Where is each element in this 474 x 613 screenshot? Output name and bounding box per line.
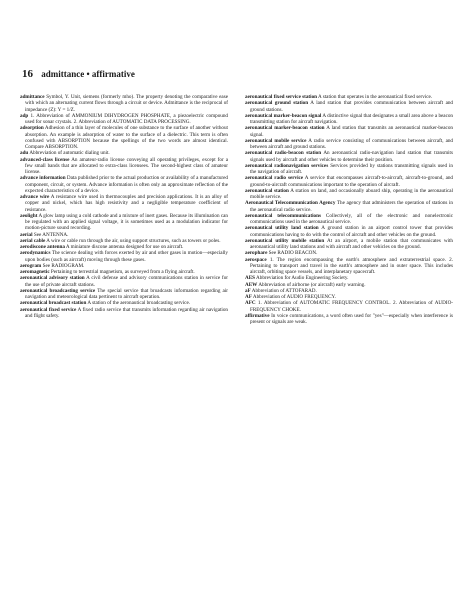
entry-definition: A land station that transmits an aeronautical marker-beacon signal. <box>250 125 453 138</box>
dictionary-entry <box>245 300 453 313</box>
entry-term: aeronautical station <box>245 187 289 194</box>
dictionary-entry <box>20 94 228 113</box>
entry-term: AFC <box>245 300 256 307</box>
entry-definition: A civil defense and advisory communications station in service for the use of private aircraft stations. <box>25 275 228 288</box>
entry-definition: A service that encompasses aircraft-to-aircraft, aircraft-to-ground, and ground-to-aircraft communications important to the operation of aircraft. <box>250 175 453 188</box>
dictionary-entry <box>245 213 453 226</box>
entry-definition: A ground station in an airport control tower that provides communications having to do with the control of aircraft and other vehicles on the ground. <box>250 225 453 238</box>
entry-definition: A miniature discone antenna designed for use on aircraft. <box>65 244 184 250</box>
entry-term: aerodynamics <box>20 250 51 257</box>
entry-term: aerial cable <box>20 237 46 244</box>
entry-definition: Collectively, all of the electronic and nonelectronic communications used in the aeronautical service. <box>250 212 453 225</box>
entry-definition: 1. The region encompassing the earth's atmosphere and extraterrestrial space. 2. Pertaining to transport and travel in the earth's atmosphere and in outer space. This includes aircraft, orbiting space vessels, and interplanetary spacecraft. <box>250 256 453 275</box>
entry-definition: A station on land, and occasionally aboard ship, operating in the aeronautical mobile service. <box>250 187 453 200</box>
entry-term: aerospace <box>245 256 267 263</box>
entry-definition: A fixed radio service that transmits information regarding air navigation and flight safety. <box>25 306 228 319</box>
dictionary-entry <box>245 113 453 126</box>
entry-term: AES <box>245 275 256 282</box>
guide-words: admittance • affirmative <box>41 69 135 79</box>
dictionary-entry <box>20 113 228 126</box>
entry-definition: Services provided by stations transmitting signals used in the navigation of aircraft. <box>250 162 453 175</box>
dictionary-entry <box>20 175 228 194</box>
entry-term: aF <box>245 287 251 294</box>
dictionary-entry <box>245 100 453 113</box>
entry-definition: 1. Abbreviation of AUTOMATIC FREQUENCY CONTROL. 2. Abbreviation of AUDIO-FREQUENCY CHOKE. <box>250 300 453 313</box>
entry-definition: Data published prior to the actual production or availability of a manufactured component, circuit, or system. Advance information is often only an approximate reflection of the expected characteristics of a device. <box>25 175 228 194</box>
entry-definition: A station of the aeronautical broadcasting service. <box>87 300 191 307</box>
entry-term: aeronautical utility land station <box>245 225 319 232</box>
entry-term: advance information <box>20 175 66 182</box>
entry-term: advanced-class license <box>20 156 70 163</box>
dictionary-entry <box>20 275 228 288</box>
entry-term: adu <box>20 150 29 157</box>
page-number: 16 <box>22 68 33 80</box>
entry-definition: A radio service consisting of communications between aircraft, and between aircraft and ground stations. <box>250 137 453 150</box>
dictionary-entry <box>20 250 228 263</box>
entry-term: admittance <box>20 94 45 100</box>
entry-definition: An aeronautical radio-navigation land station that transmits signals used by aircraft and other vehicles to determine their position. <box>250 150 453 163</box>
dictionary-entry <box>245 313 453 326</box>
entry-definition: The science dealing with forces exerted by air and other gases in motion—especially upon bodies (such as aircraft) moving through these gases. <box>25 250 228 263</box>
page-header <box>22 67 452 81</box>
dictionary-entry <box>20 307 228 320</box>
entry-definition: The special service that broadcasts information regarding air navigation and meteorological data pertinent to aircraft operation. <box>25 287 228 300</box>
entry-term: AEW <box>245 281 258 288</box>
entry-definition: In voice communications, a word often used for "yes"—especially when interference is present or signals are weak. <box>250 312 453 325</box>
entry-definition: A distinctive signal that designates a small area above a beacon transmitting station for aircraft navigation. <box>250 112 453 125</box>
entry-definition: See RADIOGRAM. <box>42 262 85 269</box>
right-column <box>245 94 453 604</box>
dictionary-entry <box>245 175 453 188</box>
entry-definition: Symbol, Y. Unit, siemens (formerly mho). The property denoting the comparative ease with which an alternating current flows through a circuit or device. Admittance is the reciprocal of impedance (Z): Y = 1/Z. <box>25 94 228 113</box>
entry-definition: Adhesion of a thin layer of molecules of one substance to the surface of another without absorption. An example is adsorption of water to the surface of a dielectric. This term is often confused with ABSORPTION because the spellings of the two words are almost identical. Compare ABSORPTION. <box>25 125 228 150</box>
entry-definition: A resistance wire used in thermocouples and precision applications. It is an alloy of copper and nickel, which has high resistivity and a negligible temperature coefficient of resistance. <box>25 194 228 213</box>
entry-definition: A wire or cable run through the air, using support structures, such as towers or poles. <box>46 237 221 244</box>
dictionary-entry <box>20 157 228 176</box>
entry-term: aerodiscone antenna <box>20 244 65 250</box>
dictionary-entry <box>245 138 453 151</box>
dictionary-entry <box>20 194 228 213</box>
entry-definition: An amateur-radio license conveying all operating privileges, except for a few small bands that are allocated to extra-class licensees. The second-highest class of amateur license. <box>25 156 228 175</box>
dictionary-entry <box>245 163 453 176</box>
entry-definition: At an airport, a mobile station that communicates with aeronautical utility land stations and with aircraft and other vehicles on the ground. <box>250 237 453 250</box>
entry-definition: Abbreviation of airborne (or aircraft) early warning. <box>258 281 366 288</box>
entry-term: aeronautical broadcast station <box>20 300 87 307</box>
entry-term: aeronautical telecommunications <box>245 212 321 219</box>
entry-term: aerogram <box>20 262 42 269</box>
entry-definition: See ANTENNA. <box>33 231 69 238</box>
entry-term: aeronautical radionavigation services <box>245 162 329 169</box>
entry-term: aeronautical ground station <box>245 100 309 107</box>
entry-definition: The agency that administers the operation of stations in the aeronautical radio service. <box>250 200 453 213</box>
entry-term: aeronautical marker-beacon station <box>245 125 325 132</box>
dictionary-entry <box>20 288 228 301</box>
entry-term: adp <box>20 112 29 119</box>
entry-definition: Abbreviation of automatic dialing unit. <box>29 150 110 157</box>
entry-term: aeronautical advisory station <box>20 275 85 282</box>
entry-definition: Abbreviation of ATTOFARAD. <box>251 287 317 294</box>
dictionary-entry <box>20 125 228 150</box>
entry-term: aeronautical broadcasting service <box>20 287 96 294</box>
entry-term: aeronautical fixed service <box>20 306 77 313</box>
dictionary-entry <box>245 125 453 138</box>
entry-term: aeolight <box>20 212 38 219</box>
entry-term: affirmative <box>245 312 270 319</box>
entry-term: AF <box>245 294 252 300</box>
entry-term: aeronautical radio-beacon station <box>245 150 322 157</box>
dictionary-entry <box>245 150 453 163</box>
entry-term: adsorption <box>20 125 44 132</box>
entry-definition: Pertaining to terrestrial magnetism, as surveyed from a flying aircraft. <box>50 269 195 275</box>
entry-term: aeronautical marker-beacon signal <box>245 112 322 119</box>
entry-term: aeromagnetic <box>20 269 50 275</box>
entry-term: aeronautical utility mobile station <box>245 237 325 244</box>
dictionary-entry <box>245 200 453 213</box>
entry-term: aerophare <box>245 250 268 257</box>
dictionary-entry <box>245 238 453 251</box>
entry-term: Aeronautical Telecommunication Agency <box>245 200 336 207</box>
entry-definition: A station that operates in the aeronautical fixed service. <box>318 94 433 100</box>
entry-definition: Abbreviation of AUDIO FREQUENCY. <box>252 294 336 300</box>
entry-term: aeronautical fixed service station <box>245 94 318 100</box>
entry-definition: A glow lamp using a cold cathode and a mixture of inert gases. Because its illumination can be regulated with an applied signal voltage, it is sometimes used as a modulation indicator for motion-picture sound recording. <box>25 212 228 232</box>
dictionary-entry <box>245 257 453 276</box>
entry-term: aeronautical radio service <box>245 175 304 182</box>
entry-definition: Abbreviation for Audio Engineering Society. <box>256 275 349 282</box>
entry-definition: 1. Abbreviation of AMMONIUM DIHYDROGEN PHOSPHATE, a piezoelectric compound used for sonar crystals. 2. Abbreviation of AUTOMATIC DATA PROCESSING. <box>25 112 228 125</box>
entry-term: aeronautical mobile service <box>245 137 307 144</box>
dictionary-entry <box>245 188 453 201</box>
entry-definition: A land station that provides communication between aircraft and ground stations. <box>250 100 453 113</box>
dictionary-entry <box>245 225 453 238</box>
entry-term: aerial <box>20 231 33 238</box>
entry-term: advance wire <box>20 194 50 200</box>
left-column <box>20 94 228 604</box>
dictionary-entry <box>20 213 228 232</box>
entry-definition: See RADIO BEACON. <box>268 250 318 257</box>
